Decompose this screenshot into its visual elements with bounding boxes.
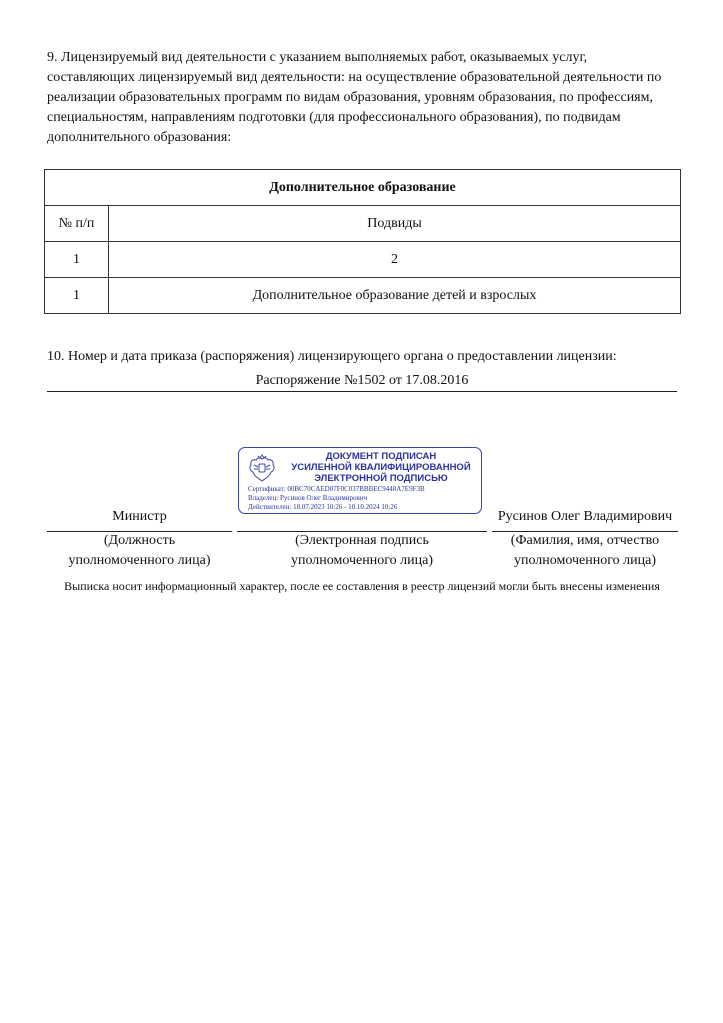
table-cell: 2 <box>109 242 681 278</box>
stamp-certificate: Сертификат: 00BC70CAED07F0C037BBBEC9448A7E9F3B <box>248 485 425 493</box>
table-title-row <box>45 170 681 206</box>
coat-of-arms-icon <box>246 453 278 485</box>
stamp-title <box>283 451 479 484</box>
stamp-title-line2: УСИЛЕННОЙ КВАЛИФИЦИРОВАННОЙ <box>291 462 471 473</box>
column-header-number: № п/п <box>45 206 109 242</box>
disclaimer-note: Выписка носит информационный характер, после ее составления в реестр лицензий могли быть внесены изменения <box>64 579 660 593</box>
table-header-row <box>45 206 681 242</box>
caption-position-line2: уполномоченного лица) <box>68 553 211 568</box>
order-underline <box>47 391 677 392</box>
stamp-owner: Владелец: Русинов Олег Владимирович <box>248 494 368 502</box>
section-9-text: 9. Лицензируемый вид деятельности с указанием выполняемых работ, оказываемых услуг, составляющих лицензируемый вид деятельности: на осуществление образовательной деятельности по реализации образовательных программ по видам образования, уровням образования, по профессиям, специальностям, направлениям подготовки (для профессионального образования), по подвидам дополнительного образования: <box>47 50 662 145</box>
stamp-title-line1: ДОКУМЕНТ ПОДПИСАН <box>325 451 437 462</box>
stamp-validity: Действителен: 18.07.2023 10:26 - 10.10.2024 10:26 <box>248 503 398 511</box>
caption-signature <box>237 531 487 571</box>
caption-name-line2: уполномоченного лица) <box>514 553 656 568</box>
table-cell: Дополнительное образование детей и взрослых <box>109 278 681 314</box>
order-number: Распоряжение №1502 от 17.08.2016 <box>255 373 469 388</box>
additional-education-table <box>44 169 681 314</box>
caption-signature-line2: уполномоченного лица) <box>291 553 433 568</box>
table-row <box>45 278 681 314</box>
table-row <box>45 242 681 278</box>
stamp-title-line3: ЭЛЕКТРОННОЙ ПОДПИСЬЮ <box>314 473 448 484</box>
caption-signature-line1: (Электронная подпись <box>295 533 429 548</box>
section-10-text: 10. Номер и дата приказа (распоряжения) лицензирующего органа о предоставлении лицензии: <box>47 349 617 364</box>
table-cell: 1 <box>45 242 109 278</box>
table-cell: 1 <box>45 278 109 314</box>
caption-name <box>490 531 680 571</box>
electronic-signature-stamp <box>238 447 482 514</box>
column-header-subtypes: Подвиды <box>109 206 681 242</box>
caption-position-line1: (Должность <box>103 533 176 548</box>
signer-position: Министр <box>112 509 167 524</box>
table-title: Дополнительное образование <box>45 170 681 206</box>
caption-position <box>47 531 232 571</box>
signer-name: Русинов Олег Владимирович <box>497 509 673 524</box>
caption-name-line1: (Фамилия, имя, отчество <box>510 533 660 548</box>
